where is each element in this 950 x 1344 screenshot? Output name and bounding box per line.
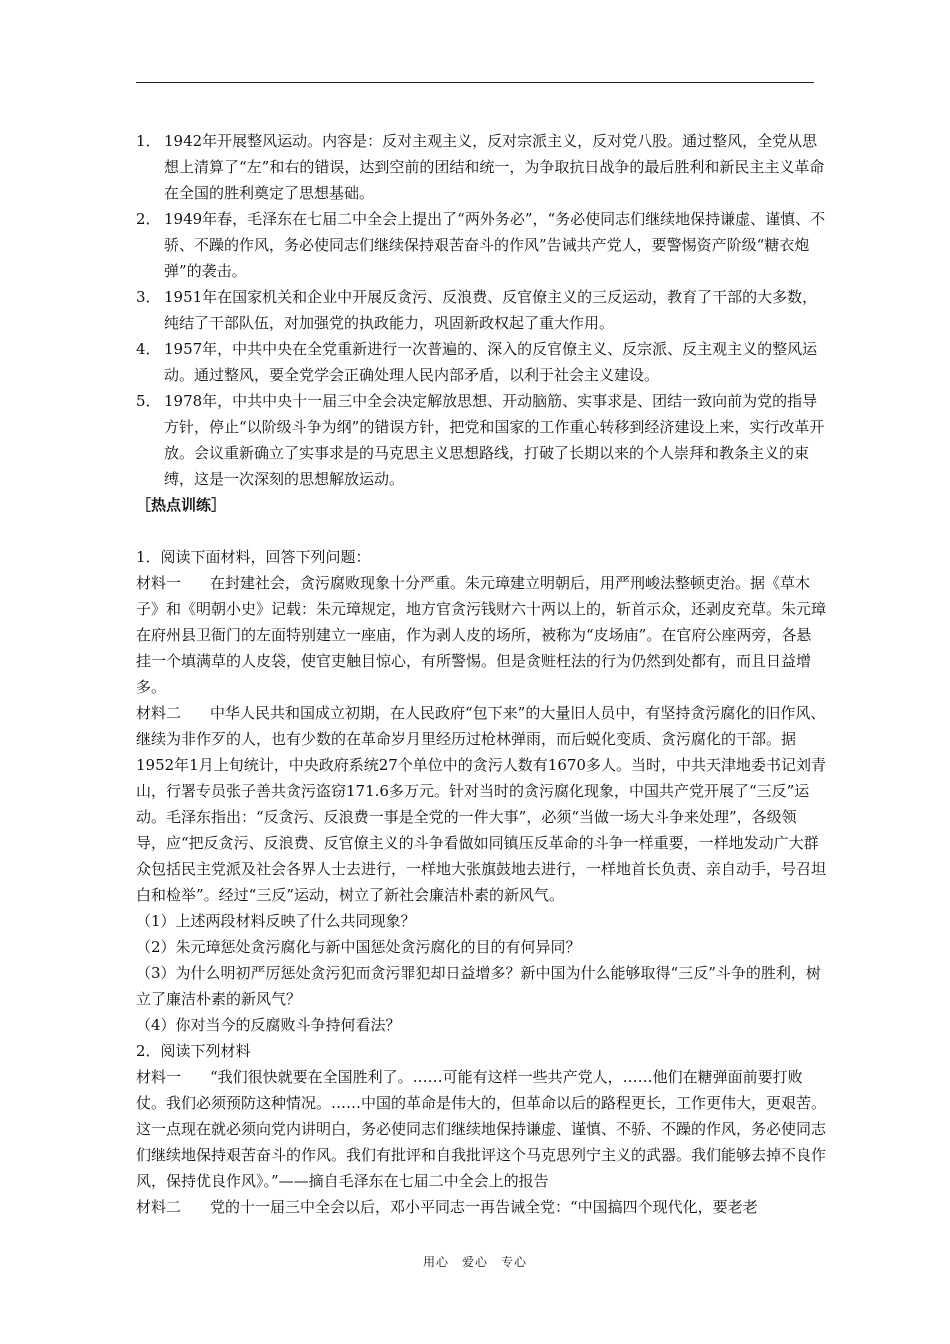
sub-question: （3）为什么明初严厉惩处贪污犯而贪污罪犯却日益增多？新中国为什么能够取得“三反”斗争的胜利，树立了廉洁朴素的新风气？ xyxy=(136,964,821,1008)
item-text: 1949年春，毛泽东在七届二中全会上提出了“两外务必”，“务必使同志们继续地保持谦虚、谨慎、不骄、不躁的作风，务必使同志们继续保持艰苦奋斗的作风”告诫共产党人，要警惕资产阶级“糖衣炮弹”的袭击。 xyxy=(164,210,826,280)
material-text: 在封建社会，贪污腐败现象十分严重。朱元璋建立明朝后，用严刑峻法整顿吏治。据《草木子》和《明朝小史》记载：朱元璋规定，地方官贪污钱财六十两以上的，斩首示众，还剥皮充草。朱元璋在府州县卫衙门的左面特别建立一座庙，作为剥人皮的场所，被称为“皮场庙”。在官府公座两旁，各悬挂一个填满草的人皮袋，使官吏触目惊心，有所警惕。但是贪赃枉法的行为仍然到处都有，而且日益增多。 xyxy=(136,574,827,696)
item-text: 1978年，中共中央十一届三中全会决定解放思想、开动脑筋、实事求是、团结一致向前为党的指导方针，停止“以阶级斗争为纲”的错误方针，把党和国家的工作重心转移到经济建设上来，实行改革开放。会议重新确立了实事求是的马克思主义思想路线，打破了长期以来的个人崇拜和教条主义的束缚，这是一次深刻的思想解放运动。 xyxy=(164,392,825,488)
summary-item xyxy=(136,336,826,388)
material-label: 材料二 xyxy=(136,1198,182,1216)
material-label: 材料二 xyxy=(136,704,182,722)
material-2 xyxy=(136,700,826,908)
material-text: “我们很快就要在全国胜利了。……可能有这样一些共产党人，……他们在糖弹面前要打败仗。我们必须预防这种情况。……中国的革命是伟大的，但革命以后的路程更长，工作更伟大，更艰苦。这一点现在就必须向党内讲明白，务必使同志们继续地保持谦虚、谨慎、不骄、不躁的作风，务必使同志们继续地保持艰苦奋斗的作风。我们有批评和自我批评这个马克思列宁主义的武器。我们能够去掉不良作风，保持优良作风》。”——摘自毛泽东在七届二中全会上的报告 xyxy=(136,1068,827,1190)
sub-question: （2）朱元璋惩处贪污腐化与新中国惩处贪污腐化的目的有何异同？ xyxy=(136,938,581,956)
question-1 xyxy=(136,544,826,1038)
item-text: 1951年在国家机关和企业中开展反贪污、反浪费、反官僚主义的三反运动，教育了干部的大多数，纯结了干部队伍，对加强党的执政能力，巩固新政权起了重大作用。 xyxy=(164,288,818,332)
summary-item xyxy=(136,388,826,492)
material-2 xyxy=(136,1194,826,1220)
item-number: 3． xyxy=(136,288,161,306)
item-number: 5． xyxy=(136,392,161,410)
material-1 xyxy=(136,570,826,700)
section-title: ［热点训练］ xyxy=(136,496,227,514)
summary-item xyxy=(136,206,826,284)
material-label: 材料一 xyxy=(136,1068,182,1086)
material-text: 党的十一届三中全会以后，邓小平同志一再告诫全党：“中国搞四个现代化，要老老 xyxy=(210,1198,758,1216)
question-2 xyxy=(136,1038,826,1220)
summary-list xyxy=(136,128,826,492)
material-label: 材料一 xyxy=(136,574,182,592)
item-number: 1． xyxy=(136,132,161,150)
sub-question: （4）你对当今的反腐败斗争持何看法？ xyxy=(136,1016,401,1034)
header-rule xyxy=(136,82,814,83)
summary-item xyxy=(136,128,826,206)
item-text: 1942年开展整风运动。内容是：反对主观主义，反对宗派主义，反对党八股。通过整风，全党从思想上清算了“左”和右的错误，达到空前的团结和统一，为争取抗日战争的最后胜利和新民主主义革命在全国的胜利奠定了思想基础。 xyxy=(164,132,825,202)
page-content xyxy=(136,128,826,1220)
page-footer: 用心 爱心 专心 xyxy=(422,1255,527,1269)
question-title: 2．阅读下列材料 xyxy=(136,1042,251,1060)
material-text: 中华人民共和国成立初期，在人民政府“包下来”的大量旧人员中，有坚持贪污腐化的旧作风、继续为非作歹的人，也有少数的在革命岁月里经历过枪林弹雨，而后蜕化变质、贪污腐化的干部。据1952年1月上旬统计，中央政府系统27个单位中的贪污人数有1670多人。当时，中共天津地委书记刘青山，行署专员张子善共贪污盗窃171.6多万元。针对当时的贪污腐化现象，中国共产党开展了“三反”运动。毛泽东指出：“反贪污、反浪费一事是全党的一件大事”，必须“当做一场大斗争来处理”，各级领导，应“把反贪污、反浪费、反官僚主义的斗争看做如同镇压反革命的斗争一样重要，一样地发动广大群众包括民主党派及社会各界人士去进行，一样地大张旗鼓地去进行，一样地首长负责、亲自动手，号召坦白和检举”。经过“三反”运动，树立了新社会廉洁朴素的新风气。 xyxy=(136,704,827,904)
question-title: 1．阅读下面材料，回答下列问题： xyxy=(136,548,371,566)
item-number: 2． xyxy=(136,210,161,228)
material-1 xyxy=(136,1064,826,1194)
summary-item xyxy=(136,284,826,336)
item-number: 4． xyxy=(136,340,161,358)
item-text: 1957年，中共中央在全党重新进行一次普遍的、深入的反官僚主义、反宗派、反主观主义的整风运动。通过整风，要全党学会正确处理人民内部矛盾，以利于社会主义建设。 xyxy=(164,340,818,384)
sub-question: （1）上述两段材料反映了什么共同现象？ xyxy=(136,912,416,930)
